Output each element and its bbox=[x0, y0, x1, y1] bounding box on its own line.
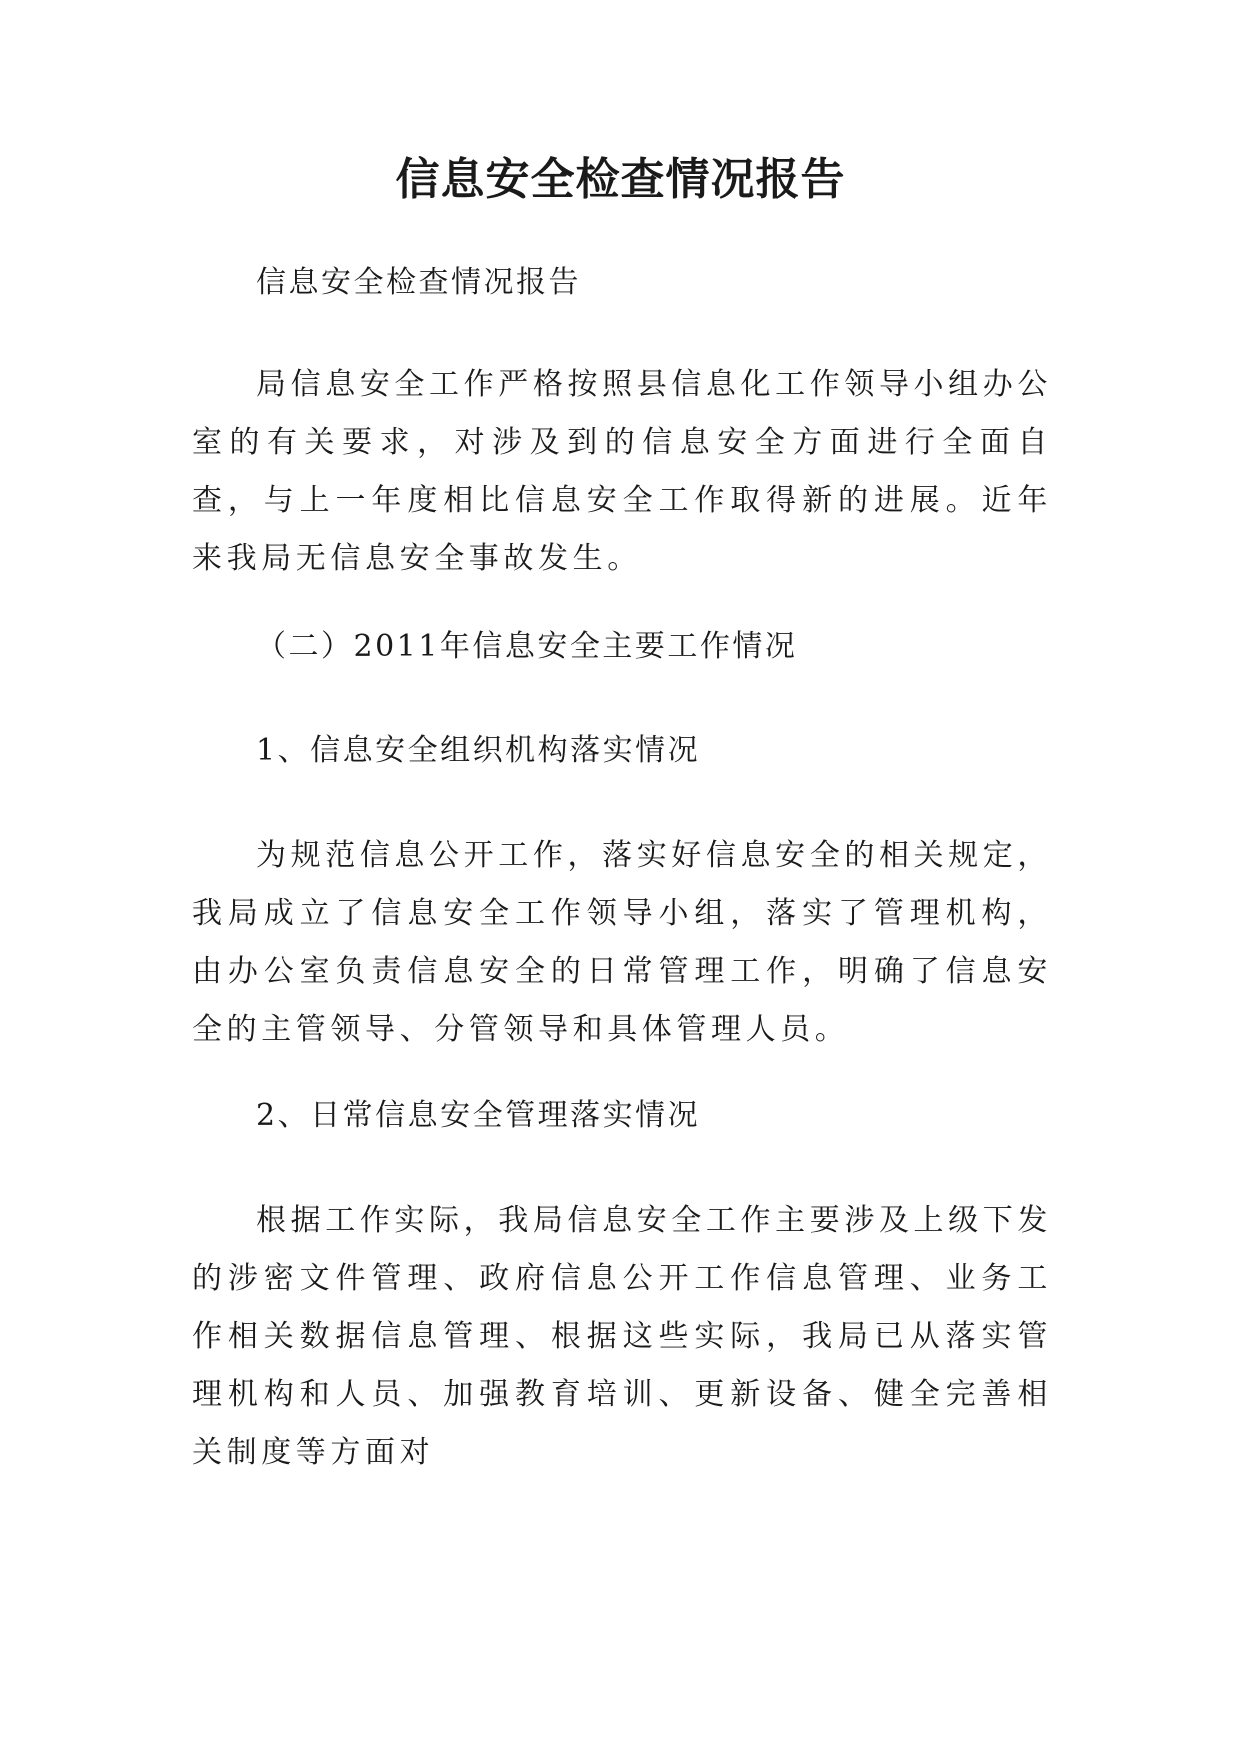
subsection-heading-daily-management: 2、日常信息安全管理落实情况 bbox=[256, 1098, 701, 1133]
paragraph-organization: 为规范信息公开工作，落实好信息安全的相关规定，我局成立了信息安全工作领导小组，落实了管理机构，由办公室负责信息安全的日常管理工作，明确了信息安全的主管领导、分管领导和具体管理人员。 bbox=[192, 838, 1052, 1047]
paragraph-report-title: 信息安全检查情况报告 bbox=[256, 265, 581, 300]
section-heading-2011-work: （二）2011年信息安全主要工作情况 bbox=[256, 629, 798, 664]
paragraph-daily-management: 根据工作实际，我局信息安全工作主要涉及上级下发的涉密文件管理、政府信息公开工作信息管理、业务工作相关数据信息管理、根据这些实际，我局已从落实管理机构和人员、加强教育培训、更新设备、健全完善相关制度等方面对 bbox=[192, 1203, 1052, 1470]
document-title: 信息安全检查情况报告 bbox=[395, 154, 846, 205]
subsection-heading-organization: 1、信息安全组织机构落实情况 bbox=[256, 733, 701, 768]
paragraph-intro: 局信息安全工作严格按照县信息化工作领导小组办公室的有关要求，对涉及到的信息安全方面进行全面自查，与上一年度相比信息安全工作取得新的进展。近年来我局无信息安全事故发生。 bbox=[192, 367, 1052, 576]
